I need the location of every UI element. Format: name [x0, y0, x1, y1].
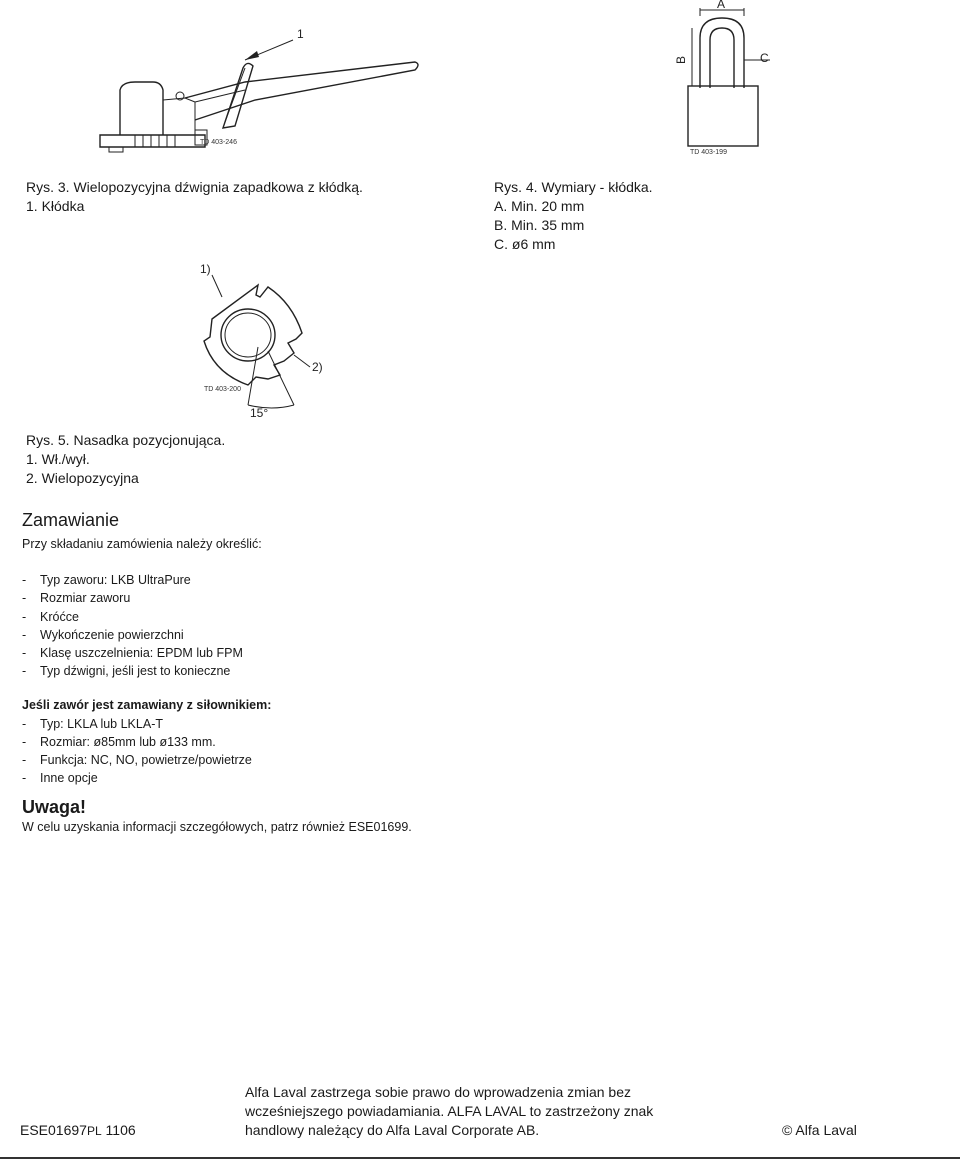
- figure-3-td-code: TD 403-246: [200, 139, 237, 146]
- list-item: - Typ dźwigni, jeśli jest to konieczne: [22, 662, 902, 680]
- list-item: - Typ zaworu: LKB UltraPure: [22, 571, 902, 589]
- figure-3-lever-drawing: [95, 20, 425, 160]
- figure-5-td-code: TD 403-200: [204, 386, 241, 393]
- ordering-list: [22, 571, 902, 680]
- actuator-heading: Jeśli zawór jest zamawiany z siłownikiem:: [22, 698, 272, 713]
- figure-4-label-c: C: [760, 51, 769, 65]
- note-heading: Uwaga!: [22, 797, 87, 818]
- list-item: - Króćce: [22, 608, 902, 626]
- figure-3-callout-1: 1: [297, 27, 304, 41]
- list-item: - Rozmiar zaworu: [22, 589, 902, 607]
- figure-5-callout-1: 1): [200, 262, 211, 276]
- note-text: W celu uzyskania informacji szczegółowych, patrz również ESE01699.: [22, 820, 412, 835]
- figure-4-label-b: B: [674, 55, 688, 64]
- list-item: - Rozmiar: ø85mm lub ø133 mm.: [22, 733, 902, 751]
- figure-4-padlock-drawing: [670, 0, 785, 158]
- doc-code: ESE01697PL 1106: [20, 1122, 136, 1138]
- footer-rule: [0, 1157, 960, 1159]
- list-item: - Klasę uszczelnienia: EPDM lub FPM: [22, 644, 902, 662]
- list-item: - Wykończenie powierzchni: [22, 626, 902, 644]
- ordering-intro: Przy składaniu zamówienia należy określić:: [22, 537, 262, 551]
- ordering-heading: Zamawianie: [22, 510, 120, 530]
- figure-4-label-a: A: [717, 0, 726, 11]
- figure-5-callout-2: 2): [312, 360, 323, 374]
- list-item: - Typ: LKLA lub LKLA-T: [22, 715, 902, 733]
- figure-4-caption: Rys. 4. Wymiary - kłódka. A. Min. 20 mm B. Min. 35 mm C. ø6 mm: [494, 179, 653, 252]
- list-item: - Inne opcje: [22, 769, 902, 787]
- copyright: © Alfa Laval: [782, 1122, 857, 1138]
- figure-3-caption: Rys. 3. Wielopozycyjna dźwignia zapadkowa z kłódką. 1. Kłódka: [26, 179, 363, 214]
- figure-4-td-code: TD 403-199: [690, 149, 727, 156]
- list-item: - Funkcja: NC, NO, powietrze/powietrze: [22, 751, 902, 769]
- figure-5-cap-drawing: [190, 255, 340, 425]
- ordering-section: [22, 510, 902, 837]
- disclaimer: Alfa Laval zastrzega sobie prawo do wprowadzenia zmian bez wcześniejszego powiadamiania. ALFA LAVAL to zastrzeżony znak handlowy należący do Alfa Laval Corporate AB.: [245, 1084, 654, 1138]
- figure-5-angle: 15°: [250, 406, 269, 420]
- figure-5-caption: Rys. 5. Nasadka pozycjonująca. 1. Wł./wył. 2. Wielopozycyjna: [26, 432, 226, 486]
- actuator-list: [22, 715, 902, 788]
